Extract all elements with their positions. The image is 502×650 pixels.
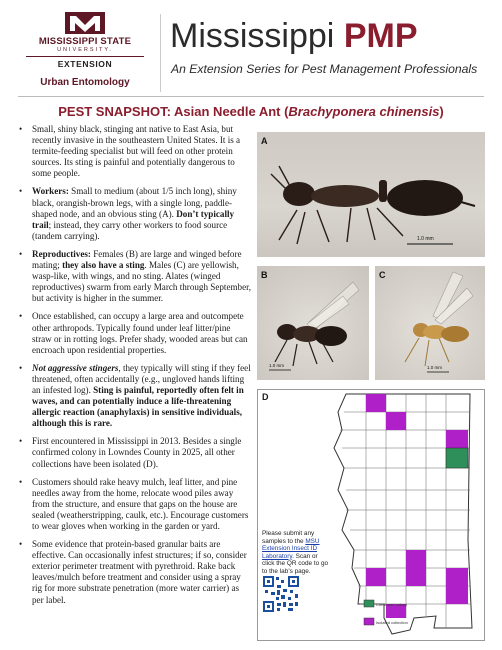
county-isolated-7 (446, 586, 468, 604)
title-plain: Mississippi (170, 17, 344, 55)
note-before: Please submit any samples to the (262, 530, 315, 545)
fact-list (16, 124, 252, 613)
fact-text: Sting is painful, reportedly often felt in waves, and can potentially induce a life-threatening allergic reaction (anaphylaxis) in sensitive individuals, although this is rare. (32, 384, 244, 429)
photo-male-ant (375, 266, 485, 380)
fact-text: . Males (C) are yellowish, wasp-like, with wings, and no sting. Alates (winged reproductives) swarm from early March through September, but activity is higher in the summer. (32, 260, 252, 304)
insect-id-lab-link[interactable]: MSU Extension Insect ID Laboratory (262, 537, 320, 560)
snapshot-suffix: ) (439, 104, 444, 119)
county-isolated-5 (406, 568, 426, 586)
note-after: . Scan or click the QR code to go to the lab’s page. (262, 552, 329, 575)
qr-code-icon[interactable] (262, 575, 300, 613)
header-divider (160, 14, 161, 92)
scale-bar-a: 1.0 mm (417, 236, 434, 242)
pest-snapshot-heading (0, 104, 502, 119)
figure-label-b: B (261, 270, 268, 280)
county-isolated-1 (366, 394, 386, 412)
fact-text: Small to medium (about 1/5 inch long), shiny black, orangish-brown legs, with a single long, paddle-shaped node, and an obvious sting (A). (32, 186, 237, 219)
county-isolated-3 (446, 430, 468, 448)
logo-line4: Urban Entomology (40, 77, 130, 88)
fact-text: , they typically will sting if they feel threatened, often accidentally (e.g., ungloved hands lifting an infested log). (32, 362, 251, 395)
legend-isolated-swatch (364, 618, 374, 625)
msu-extension-logo (26, 12, 144, 88)
fact-text: Reproductives: (32, 248, 91, 259)
fact-text: Don’t typically trail (32, 208, 235, 230)
photo-worker-ant (257, 132, 485, 257)
lab-submission-note (262, 530, 330, 576)
fact-text: ; instead, they carry other workers to food source (tandem carrying). (32, 219, 228, 241)
page-subtitle: An Extension Series for Pest Management Professionals (171, 62, 478, 76)
page-title (170, 18, 418, 54)
figure-label-a: A (261, 136, 268, 146)
fact-item (16, 249, 252, 304)
legend-confirmed-swatch (364, 600, 374, 607)
county-isolated-2 (386, 412, 406, 430)
legend-isolated-label: Isolated collection (376, 620, 408, 625)
county-isolated-9 (366, 568, 386, 586)
fact-text: Females (B) are large and winged before mating; (32, 248, 242, 271)
logo-line1: MISSISSIPPI STATE (38, 36, 132, 47)
logo-line2: UNIVERSITY. (57, 47, 113, 53)
county-isolated-4 (406, 550, 426, 568)
queen-ant-illustration (257, 266, 369, 380)
fact-item (16, 539, 252, 606)
snapshot-prefix: PEST SNAPSHOT: Asian Needle Ant ( (58, 104, 289, 119)
fact-text: Once established, can occupy a large area and outcompete other arthropods. Typically found under leaf litter/pine straw or in rotting logs. Prefer shady, wooded areas but can encroach upon residential properties. (32, 311, 248, 355)
snapshot-scientific-name: Brachyponera chinensis (288, 104, 440, 119)
fact-item (16, 436, 252, 469)
worker-ant-illustration (257, 132, 485, 257)
figure-label-d: D (262, 392, 269, 402)
fact-text: Small, shiny black, stinging ant native to East Asia, but recently invasive in the southeastern United States. It is a termite-feeding specialist but will feed on other protein sources. Its sting is painful and potentially dangerous to some people. (32, 124, 241, 179)
fact-text: First encountered in Mississippi in 2013. Besides a single confirmed colony in Lowndes County in 2025, all other collections have been isolated (D). (32, 436, 242, 469)
fact-item (16, 124, 252, 179)
legend-confirmed-label: Confirmed colony (376, 602, 408, 607)
fact-item (16, 477, 252, 532)
scale-bar-b: 1.0 mm (269, 363, 285, 368)
figure-label-c: C (379, 270, 386, 280)
fact-item (16, 311, 252, 355)
fact-text: Not aggressive stingers (32, 362, 119, 373)
scale-bar-c: 1.0 mm (427, 365, 443, 370)
fact-text: they also have a sting (62, 260, 145, 271)
title-bold: PMP (343, 17, 418, 55)
county-confirmed-lowndes (446, 448, 468, 468)
fact-text: Some evidence that protein-based granular baits are effective. Can occasionally infest structures; if so, consider exterior perimeter treatment with pyrethroid. Rake back leaves/mulch before treatment and consider using a spray rig for more substrate penetration (more water carrier) as per label. (32, 539, 247, 605)
photo-queen-ant (257, 266, 369, 380)
header-rule (18, 96, 484, 97)
logo-line3: EXTENSION (26, 56, 144, 69)
fact-text: Customers should rake heavy mulch, leaf litter, and pine needles away from the home, relocate wood piles away from the structure, and ensure that gaps on the house are sealed (weatherstripping, caulk, etc.). Encourage customers to wear gloves when working in the garden or yard. (32, 476, 249, 531)
fact-item (16, 186, 252, 241)
male-ant-illustration (375, 266, 485, 380)
msu-m-logo-icon (65, 12, 105, 34)
fact-item (16, 363, 252, 430)
fact-text: Workers: (32, 186, 69, 197)
county-isolated-6 (446, 568, 468, 586)
